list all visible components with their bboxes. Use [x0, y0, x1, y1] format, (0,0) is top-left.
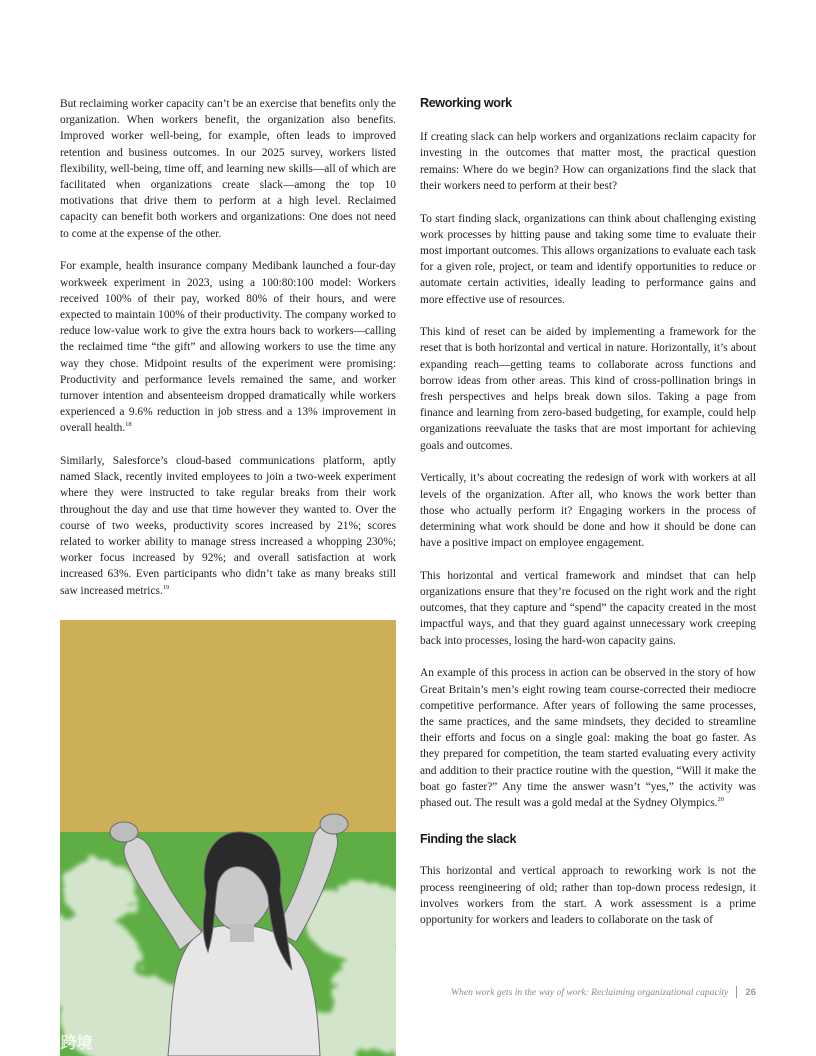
- page-number: 26: [745, 986, 756, 998]
- page-footer: [451, 986, 756, 998]
- woman-lifting-illustration: [60, 620, 396, 1056]
- watermark-logo-icon: ©○: [6, 1035, 27, 1048]
- right-column: [420, 95, 756, 945]
- paragraph-vertical-cocreation: Vertically, it’s about cocreating the redesign of work with workers at all levels of the organization. After all, who knows the work better than those who actually perform it? Engaging workers in the process of determining what work should be done and how it should be done can have a positive impact on employee engagement.: [420, 472, 756, 550]
- footer-divider: [736, 986, 737, 998]
- paragraph-medibank-text: For example, health insurance company Medibank launched a four-day workweek experiment in 2023, using a 100:80:100 model: Workers received 100% of their pay, worked 80% of their hours, and were expected to maintain 100% of their productivity. The company worked to reduce low-value work to give the extra hours back to workers—calling the reclaimed time “the gift” and allowing workers to use the time any way they chose. Midpoint results of the experiment were promising: Productivity and performance levels remained the same, and worker turnover intention and absenteeism dropped dramatically while workers experienced a 9.6% reduction in job stress and a 13% improvement in overall health.: [60, 260, 396, 435]
- paragraph-start-finding-slack: To start finding slack, organizations can think about challenging existing work processes by hitting pause and taking some time to evaluate their most important outcomes. This allows organizations to evaluate each task for a given role, project, or team and identify opportunities to reduce or automate certain activities, ideally leading to performance gains and more effective use of resources.: [420, 212, 756, 306]
- paragraph-rowing-team: [420, 665, 756, 811]
- footer-document-title: When work gets in the way of work: Reclaiming organizational capacity: [451, 986, 729, 998]
- footnote-ref-18[interactable]: 18: [125, 421, 132, 429]
- paragraph-slack-text: Similarly, Salesforce’s cloud-based communications platform, aptly named Slack, recently invited employees to join a two-week experiment where they were instructed to take regular breaks from their work throughout the day and use that time however they wanted to. Over the course of two weeks, productivity scores increased by 21%; scores related to worker ability to manage stress increased a whopping 230%; worker focus increased by 92%; and overall satisfaction at work increased 63%. Even participants who didn’t take as many breaks still saw increased metrics.: [60, 455, 396, 597]
- footnote-ref-20[interactable]: 20: [717, 796, 724, 804]
- paragraph-framework-mindset: This horizontal and vertical framework and mindset that can help organizations ensure that they’re focused on the right work and the right outcomes, that they capture and “spend” the capacity created in the most impactful ways, and that they guard against unnecessary work creeping back into processes, losing the hard-won capacity gains.: [420, 569, 756, 647]
- footnote-ref-19[interactable]: 19: [162, 583, 170, 591]
- paragraph-medibank: [60, 258, 396, 436]
- watermark-text: 大数跨境: [28, 1033, 93, 1052]
- paragraph-rowing-text: An example of this process in action can be observed in the story of how Great Britain’s men’s eight rowing team course-corrected their mediocre competitive performance. After years of following the same processes, the same practices, and the same mindsets, they decided to streamline their efforts and focus on a single goal: making the boat go faster. As they prepared for competition, the team started evaluating every activity and addition to their practice routine with the question, “Will it make the boat go faster?” Any time the answer wasn’t “yes,” the activity was phased out. The result was a gold medal at the Sydney Olympics.: [420, 667, 756, 810]
- paragraph-reset-framework: This kind of reset can be aided by implementing a framework for the reset that is both horizontal and vertical in nature. Horizontally, it’s about expanding reach—getting teams to collaborate across functions and borrow ideas from other areas. This kind of cross-pollination brings in fresh perspectives and helps break down silos. Taking a page from finance and learning from zero-based budgeting, for example, could help organizations reevaluate the tasks that are most important for achieving goals and outcomes.: [420, 326, 756, 452]
- heading-finding-the-slack: Finding the slack: [420, 832, 517, 847]
- left-column: [60, 96, 396, 615]
- watermark: [6, 1030, 93, 1053]
- paragraph-worker-capacity: But reclaiming worker capacity can’t be an exercise that benefits only the organization. When workers benefit, the organization also benefits. Improved worker well-being, for example, often leads to improved retention and business outcomes. In our 2025 survey, workers listed flexibility, well-being, time off, and learning new skills—all of which are facilitated when organizations create slack—among the top 10 motivations that drive them to perform at a high level. Reclaimed capacity can benefit both workers and organizations: One does not need to come at the expense of the other.: [60, 98, 396, 240]
- paragraph-horizontal-vertical-approach: This horizontal and vertical approach to reworking work is not the process reengineering of old; rather than top-down process redesign, it involves workers from the start. A work assessment is a prime opportunity for workers and leaders to collaborate on the task of: [420, 865, 756, 927]
- paragraph-reclaim-capacity: If creating slack can help workers and organizations reclaim capacity for investing in the outcomes that matter most, the practical question remains: Where do we begin? How can organizations find the slack that their workers need to perform at their best?: [420, 131, 756, 192]
- paragraph-slack-experiment: [60, 453, 396, 599]
- heading-reworking-work: Reworking work: [420, 96, 512, 110]
